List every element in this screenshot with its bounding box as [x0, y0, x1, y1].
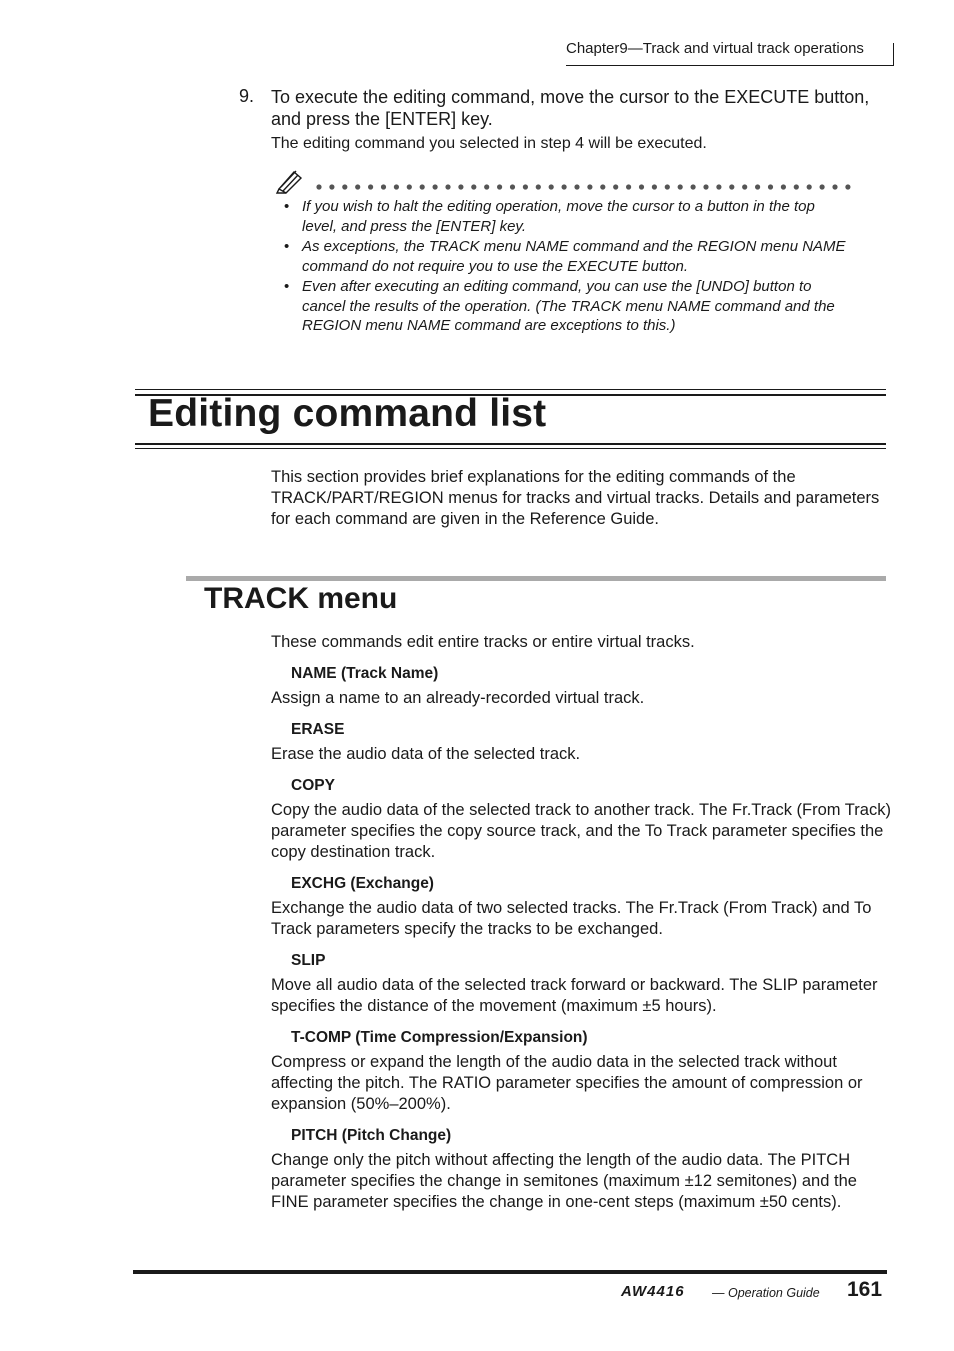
separator-dot	[600, 184, 605, 189]
separator-dot	[665, 184, 670, 189]
note-item: • As exceptions, the TRACK menu NAME command and the REGION menu NAME command do not require you to use the EXECUTE button.	[284, 238, 846, 275]
step-result: The editing command you selected in step 4 will be executed.	[271, 135, 707, 152]
heading-rule-top-thin	[135, 389, 886, 390]
subsection-bar	[186, 576, 886, 581]
note-item-text: As exceptions, the TRACK menu NAME command and the REGION menu NAME command do not require you to use the EXECUTE button.	[302, 238, 846, 275]
separator-dot	[652, 184, 657, 189]
separator-dot	[768, 184, 773, 189]
product-logo: AW4416	[621, 1283, 685, 1300]
separator-dot	[587, 184, 592, 189]
separator-dot	[316, 184, 321, 189]
command-desc-name: Assign a name to an already-recorded virtual track.	[271, 689, 645, 707]
command-heading-pitch: PITCH (Pitch Change)	[291, 1127, 452, 1144]
separator-dot	[845, 184, 850, 189]
separator-dot	[394, 184, 399, 189]
separator-dot	[626, 184, 631, 189]
separator-dot	[832, 184, 837, 189]
separator-dot	[368, 184, 373, 189]
separator-dot	[562, 184, 567, 189]
separator-dot	[613, 184, 618, 189]
pencil-note-icon	[275, 168, 305, 194]
command-desc-pitch: Change only the pitch without affecting the length of the audio data. The PITCH parameter specifies the change in semitones (maximum ±12 semitones) and the FINE parameter specifies the change in one-cent steps (maximum ±50 cents).	[271, 1151, 857, 1211]
separator-dot	[510, 184, 515, 189]
separator-dot	[342, 184, 347, 189]
separator-dot	[407, 184, 412, 189]
separator-dot	[471, 184, 476, 189]
heading-rule-bottom-thin	[135, 448, 886, 449]
command-heading-erase: ERASE	[291, 721, 345, 738]
separator-dot	[458, 184, 463, 189]
note-item-text: Even after executing an editing command, you can use the [UNDO] button to cancel the results of the operation. (The TRACK menu NAME command and the REGION menu NAME command are exceptions to this.)	[302, 278, 835, 334]
page-number: 161	[847, 1278, 883, 1301]
separator-dot	[433, 184, 438, 189]
separator-dot	[445, 184, 450, 189]
separator-dot	[484, 184, 489, 189]
command-desc-exchg: Exchange the audio data of two selected tracks. The Fr.Track (From Track) and To Track parameters specify the tracks to be exchanged.	[271, 899, 872, 938]
command-desc-copy: Copy the audio data of the selected track to another track. The Fr.Track (From Track) parameter specifies the copy source track, and the To Track parameter specifies the copy destination track.	[271, 801, 891, 861]
separator-dot	[329, 184, 334, 189]
command-heading-name: NAME (Track Name)	[291, 665, 439, 682]
separator-dot	[355, 184, 360, 189]
separator-dot	[381, 184, 386, 189]
separator-dot	[729, 184, 734, 189]
subsection-title: TRACK menu	[204, 582, 398, 615]
section-intro: This section provides brief explanations for the editing commands of the TRACK/PART/REGION menus for tracks and virtual tracks. Details and parameters for each command are given in the Reference Guide.	[271, 468, 880, 528]
command-heading-tcomp: T-COMP (Time Compression/Expansion)	[291, 1029, 588, 1046]
heading-rule-bottom-thick	[135, 443, 886, 445]
separator-dot	[807, 184, 812, 189]
separator-dot	[716, 184, 721, 189]
command-desc-erase: Erase the audio data of the selected track.	[271, 745, 581, 763]
note-item: • If you wish to halt the editing operation, move the cursor to a button in the top level, and press the [ENTER] key.	[284, 198, 815, 235]
separator-dot	[781, 184, 786, 189]
section-title: Editing command list	[148, 392, 547, 435]
command-heading-exchg: EXCHG (Exchange)	[291, 875, 434, 892]
header-rule-tick	[893, 43, 894, 66]
separator-dot	[639, 184, 644, 189]
separator-dot	[691, 184, 696, 189]
command-desc-tcomp: Compress or expand the length of the audio data in the selected track without affecting the pitch. The RATIO parameter specifies the amount of compression or expansion (50%–200%).	[271, 1053, 863, 1113]
separator-dot	[536, 184, 541, 189]
separator-dot	[755, 184, 760, 189]
separator-dot	[742, 184, 747, 189]
separator-dot	[420, 184, 425, 189]
guide-label: — Operation Guide	[712, 1286, 820, 1300]
step-text: To execute the editing command, move the cursor to the EXECUTE button, and press the [ENTER] key.	[271, 87, 870, 129]
note-list	[282, 197, 852, 337]
separator-dot	[703, 184, 708, 189]
note-dotted-separator	[314, 182, 854, 192]
chapter-header: Chapter9—Track and virtual track operations	[566, 40, 864, 57]
separator-dot	[678, 184, 683, 189]
note-item: • Even after executing an editing command, you can use the [UNDO] button to cancel the results of the operation. (The TRACK menu NAME command and the REGION menu NAME command are exceptions to this.)	[284, 278, 835, 334]
header-rule	[566, 65, 894, 66]
command-heading-slip: SLIP	[291, 952, 326, 969]
step-number: 9.	[239, 86, 255, 106]
note-item-text: If you wish to halt the editing operation, move the cursor to a button in the top level, and press the [ENTER] key.	[302, 198, 815, 235]
separator-dot	[820, 184, 825, 189]
separator-dot	[523, 184, 528, 189]
footer-rule	[133, 1270, 887, 1274]
command-heading-copy: COPY	[291, 777, 335, 794]
track-menu-intro: These commands edit entire tracks or entire virtual tracks.	[271, 633, 695, 651]
separator-dot	[794, 184, 799, 189]
separator-dot	[497, 184, 502, 189]
command-desc-slip: Move all audio data of the selected track forward or backward. The SLIP parameter specifies the distance of the movement (maximum ±5 hours).	[271, 976, 878, 1015]
separator-dot	[574, 184, 579, 189]
separator-dot	[549, 184, 554, 189]
